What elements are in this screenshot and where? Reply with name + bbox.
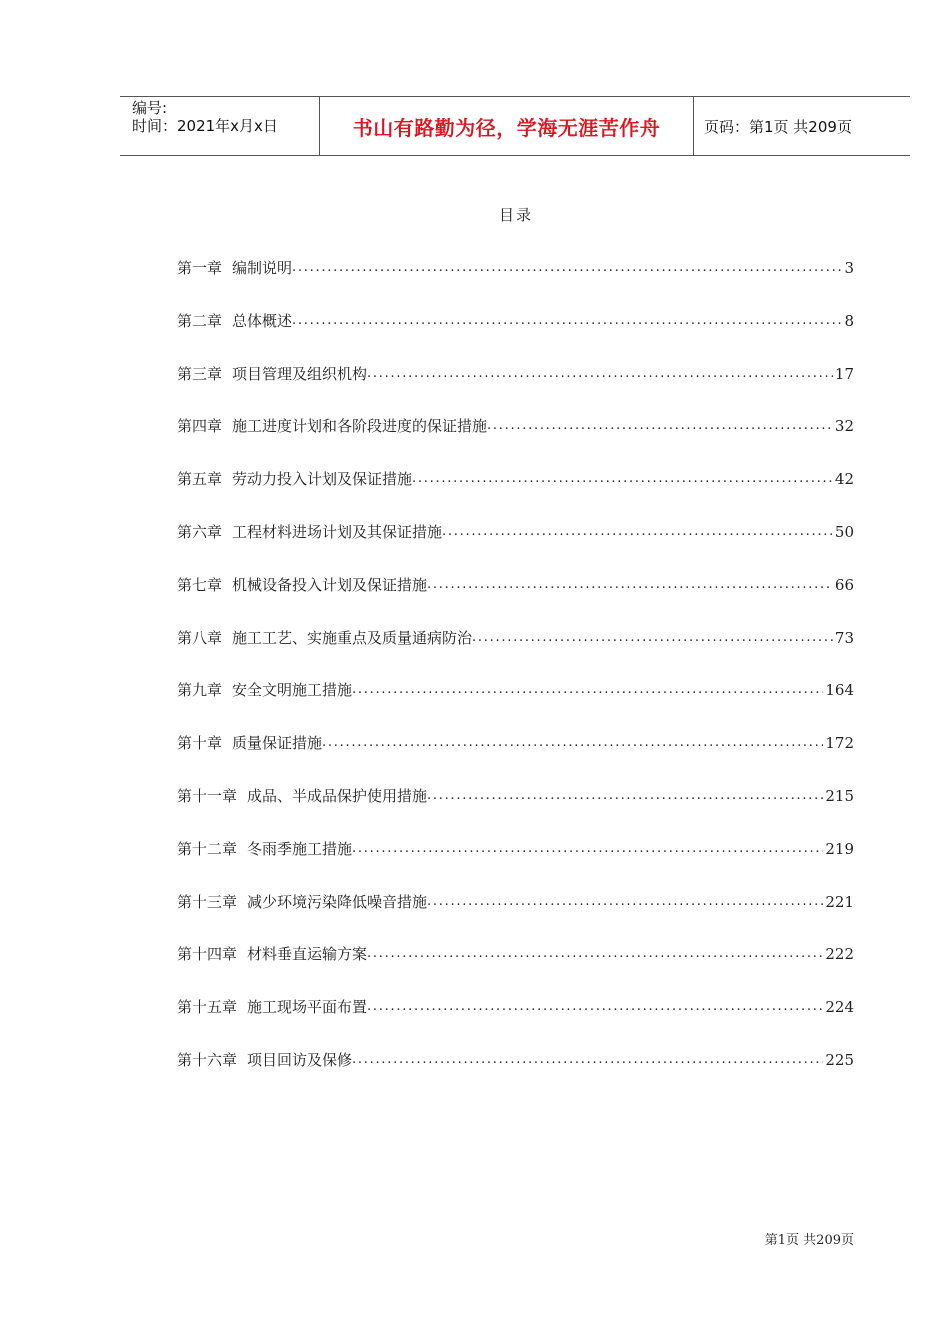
- header-motto: 书山有路勤为径，学海无涯苦作舟: [320, 97, 694, 155]
- toc-dot-leader: [427, 889, 823, 915]
- toc-dot-leader: [367, 361, 833, 387]
- document-date: 时间：2021年x月x日: [132, 117, 278, 135]
- toc-page-number: 222: [825, 945, 854, 964]
- toc-chapter-title: 安全文明施工措施: [232, 681, 353, 700]
- toc-chapter-number: 第三章: [177, 364, 223, 383]
- toc-chapter-number: 第十三章: [177, 892, 238, 911]
- toc-dot-leader: [292, 308, 842, 334]
- toc-page-number: 17: [834, 364, 854, 383]
- toc-entry[interactable]: [177, 413, 854, 466]
- toc-chapter-title: 工程材料进场计划及其保证措施: [232, 522, 443, 541]
- toc-page-number: 215: [825, 786, 854, 805]
- toc-entry[interactable]: [177, 994, 854, 1047]
- toc-chapter-title: 机械设备投入计划及保证措施: [232, 575, 428, 594]
- toc-page-number: 221: [825, 892, 854, 911]
- toc-entry[interactable]: [177, 1047, 854, 1100]
- toc-page-number: 3: [844, 259, 854, 277]
- page-footer: 第1页 共209页: [764, 1233, 854, 1248]
- toc-entry[interactable]: [177, 677, 854, 730]
- toc-entry[interactable]: [177, 466, 854, 519]
- toc-entry[interactable]: [177, 836, 854, 889]
- toc-chapter-number: 第七章: [177, 575, 223, 594]
- toc-entry[interactable]: [177, 255, 854, 308]
- toc-chapter-number: 第九章: [177, 681, 223, 700]
- header-page-info: 页码：第1页 共209页: [704, 117, 852, 136]
- toc-entry[interactable]: [177, 625, 854, 678]
- toc-entry[interactable]: [177, 308, 854, 361]
- toc-dot-leader: [412, 466, 833, 492]
- toc-dot-leader: [322, 730, 823, 756]
- page-header: [120, 96, 910, 156]
- toc-chapter-title: 成品、半成品保护使用措施: [247, 786, 428, 805]
- toc-chapter-number: 第四章: [177, 417, 223, 436]
- toc-chapter-title: 施工工艺、实施重点及质量通病防治: [232, 628, 473, 647]
- toc-page-number: 164: [825, 681, 854, 700]
- toc-dot-leader: [367, 994, 823, 1020]
- toc-chapter-number: 第十一章: [177, 786, 238, 805]
- toc-dot-leader: [292, 255, 842, 281]
- toc-chapter-number: 第十四章: [177, 945, 238, 964]
- toc-chapter-number: 第十章: [177, 734, 223, 753]
- toc-page-number: 224: [825, 998, 854, 1017]
- toc-chapter-number: 第十二章: [177, 839, 238, 858]
- toc-chapter-number: 第五章: [177, 470, 223, 489]
- toc-chapter-number: 第一章: [177, 259, 223, 277]
- toc-chapter-title: 项目回访及保修: [247, 1050, 353, 1069]
- toc-entry[interactable]: [177, 889, 854, 942]
- toc-chapter-title: 质量保证措施: [232, 734, 323, 753]
- toc-chapter-title: 项目管理及组织机构: [232, 364, 368, 383]
- toc-dot-leader: [352, 836, 823, 862]
- toc-page-number: 50: [834, 522, 854, 541]
- toc-entry[interactable]: [177, 783, 854, 836]
- toc-chapter-title: 施工进度计划和各阶段进度的保证措施: [232, 417, 488, 436]
- toc-entry[interactable]: [177, 519, 854, 572]
- toc-dot-leader: [352, 677, 823, 703]
- table-of-contents: [177, 255, 854, 1100]
- toc-dot-leader: [427, 783, 823, 809]
- header-meta: [120, 97, 320, 155]
- toc-chapter-title: 冬雨季施工措施: [247, 839, 353, 858]
- toc-chapter-title: 施工现场平面布置: [247, 998, 368, 1017]
- toc-chapter-title: 劳动力投入计划及保证措施: [232, 470, 413, 489]
- toc-entry[interactable]: [177, 941, 854, 994]
- toc-dot-leader: [367, 941, 823, 967]
- toc-dot-leader: [472, 625, 833, 651]
- toc-chapter-number: 第十五章: [177, 998, 238, 1017]
- toc-chapter-title: 减少环境污染降低噪音措施: [247, 892, 428, 911]
- toc-chapter-number: 第八章: [177, 628, 223, 647]
- toc-entry[interactable]: [177, 361, 854, 414]
- toc-dot-leader: [487, 413, 833, 439]
- toc-dot-leader: [427, 572, 833, 598]
- toc-entry[interactable]: [177, 730, 854, 783]
- toc-page-number: 225: [825, 1050, 854, 1069]
- toc-dot-leader: [442, 519, 833, 545]
- toc-chapter-title: 材料垂直运输方案: [247, 945, 368, 964]
- toc-entry[interactable]: [177, 572, 854, 625]
- toc-chapter-title: 总体概述: [232, 311, 293, 330]
- toc-page-number: 32: [834, 417, 854, 436]
- toc-title: 目录: [498, 206, 533, 224]
- toc-chapter-number: 第六章: [177, 522, 223, 541]
- toc-page-number: 172: [825, 734, 854, 753]
- toc-chapter-number: 第十六章: [177, 1050, 238, 1069]
- toc-dot-leader: [352, 1047, 823, 1073]
- toc-page-number: 73: [834, 628, 854, 647]
- toc-chapter-number: 第二章: [177, 311, 223, 330]
- toc-page-number: 42: [834, 470, 854, 489]
- toc-page-number: 8: [844, 311, 854, 330]
- toc-page-number: 219: [825, 839, 854, 858]
- toc-chapter-title: 编制说明: [232, 259, 293, 277]
- document-number-label: 编号:: [132, 99, 168, 117]
- toc-page-number: 66: [834, 575, 854, 594]
